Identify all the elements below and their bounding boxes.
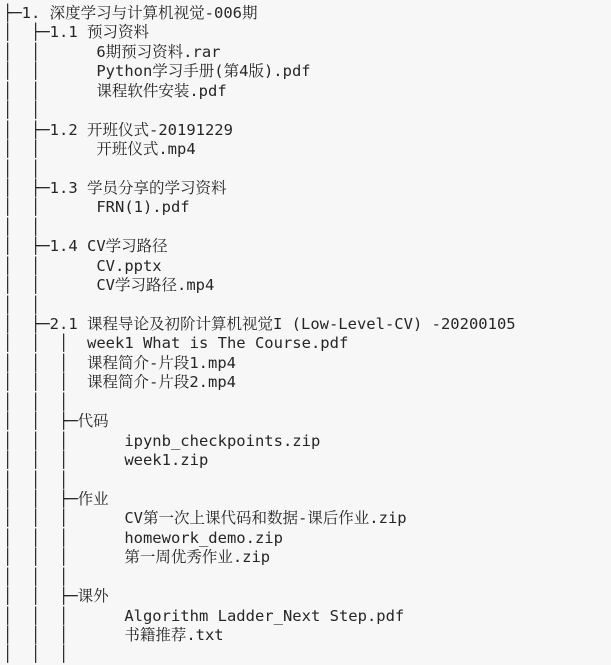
tree-line-spacer: │ │ │: [3, 567, 69, 586]
tree-line-file: │ │ │ CV第一次上课代码和数据-课后作业.zip: [3, 509, 407, 528]
tree-line-file: │ │ 课程软件安装.pdf: [3, 81, 227, 100]
tree-line-root-folder: ├─1. 深度学习与计算机视觉-006期: [3, 4, 258, 22]
tree-line-spacer: │ │: [3, 295, 41, 314]
tree-line-file: │ │ │ week1 What is The Course.pdf: [3, 334, 349, 353]
tree-line-file: │ │ │ 第一周优秀作业.zip: [3, 548, 271, 567]
tree-line-file: │ │ CV.pptx: [3, 256, 162, 275]
tree-line-spacer: │ │: [3, 101, 41, 120]
tree-line-folder: │ ├─2.1 课程导论及初阶计算机视觉I (Low-Level-CV) -20200105: [3, 315, 516, 333]
tree-line-spacer: │ │ │: [3, 392, 69, 411]
tree-line-file: │ │ │ 课程简介-片段1.mp4: [3, 353, 236, 372]
tree-line-file: │ │ │ week1.zip: [3, 451, 209, 470]
tree-line-file: │ │ │ ipynb_checkpoints.zip: [3, 431, 321, 450]
tree-line-file: │ │ │ 课程简介-片段2.mp4: [3, 373, 236, 392]
tree-line-folder: │ │ ├─代码: [3, 412, 109, 431]
tree-line-file: │ │ │ 书籍推荐.txt: [3, 626, 224, 644]
tree-line-file: │ │ Python学习手册(第4版).pdf: [3, 62, 311, 81]
tree-line-folder: │ │ ├─课外: [3, 587, 109, 606]
tree-line-folder: │ ├─1.4 CV学习路径: [3, 237, 168, 256]
tree-line-spacer: │ │: [3, 159, 41, 178]
tree-line-spacer: │ │: [3, 217, 41, 236]
tree-line-file: │ │ │ Algorithm Ladder_Next Step.pdf: [3, 606, 405, 625]
tree-line-file: │ │ │ homework_demo.zip: [3, 528, 283, 547]
tree-line-folder: │ ├─1.3 学员分享的学习资料: [3, 178, 227, 197]
tree-line-file: │ │ CV学习路径.mp4: [3, 276, 215, 295]
tree-line-file: │ │ FRN(1).pdf: [3, 198, 190, 217]
tree-line-file: │ │ 6期预习资料.rar: [3, 42, 221, 61]
tree-line-folder: │ │ ├─作业: [3, 489, 109, 508]
tree-line-folder: │ ├─1.2 开班仪式-20191229: [3, 120, 233, 139]
tree-line-spacer: │ │ │: [3, 470, 69, 489]
tree-line-spacer: │ │ │: [3, 645, 69, 664]
tree-line-file: │ │ 开班仪式.mp4: [3, 140, 196, 159]
tree-line-folder: │ ├─1.1 预习资料: [3, 23, 149, 42]
